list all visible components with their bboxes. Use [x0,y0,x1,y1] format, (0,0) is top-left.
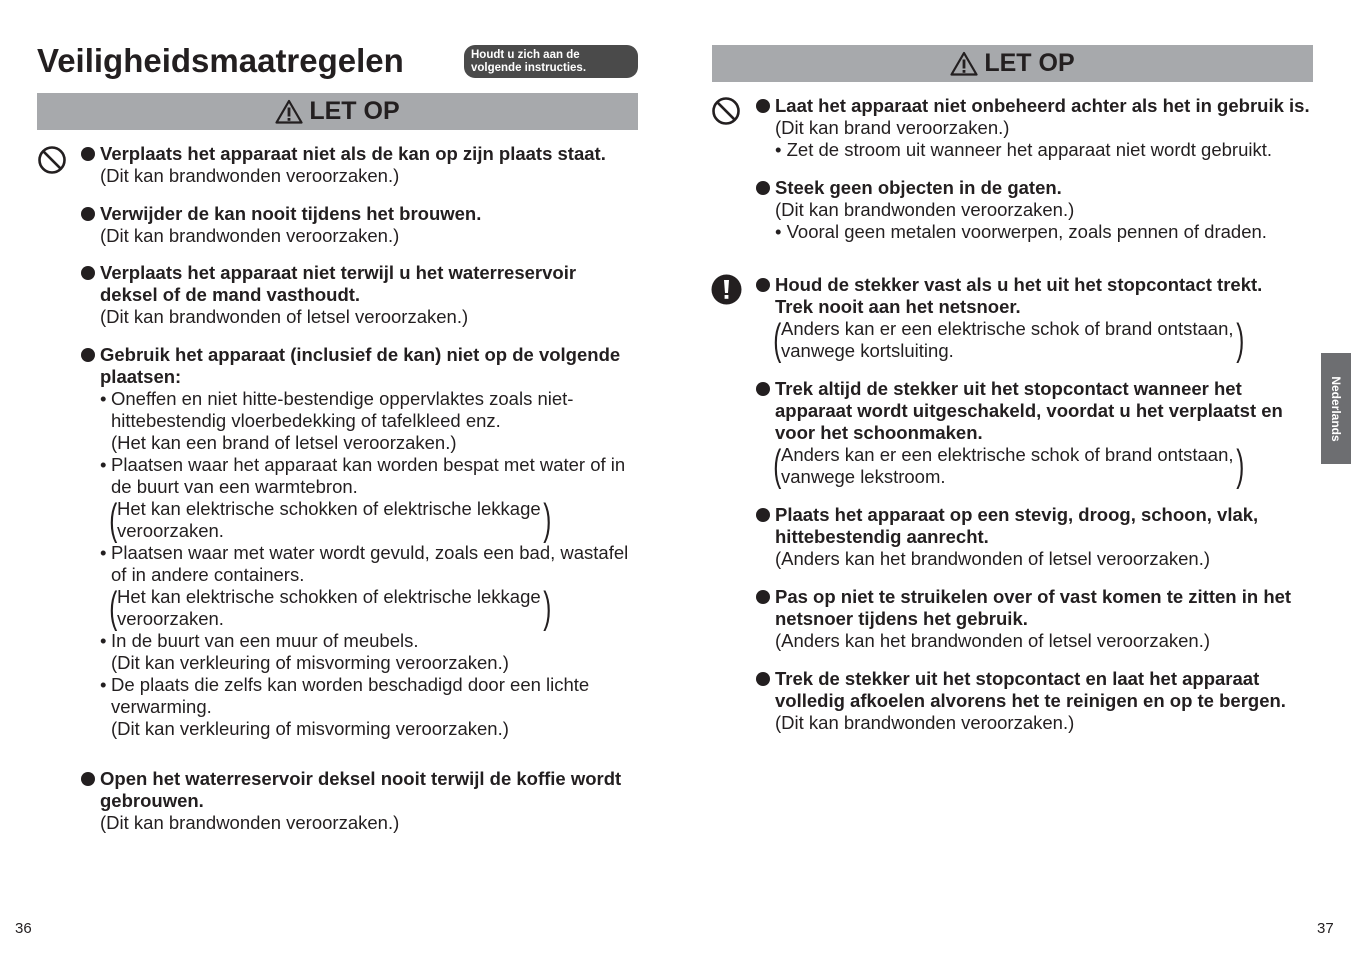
item-body: (Dit kan brandwonden veroorzaken.) [775,199,1075,220]
exclamation-mandatory-icon [711,274,742,305]
bullet-line: hittebestendig vloerbedekking of tafelkleed enz. [111,410,501,431]
item-heading: Trek de stekker uit het stopcontact en laat het apparaat [775,668,1286,690]
item-body: (Anders kan het brandwonden of letsel veroorzaken.) [775,630,1211,651]
item-heading: voor het schoonmaken. [775,422,983,443]
caution-item [775,95,1310,161]
caution-item [100,203,481,247]
caution-item [775,504,1258,570]
item-heading: Plaats het apparaat op een stevig, droog, schoon, vlak, [775,504,1259,525]
bullet-line: Plaatsen waar met water wordt gevuld, zoals een bad, wastafel [111,542,629,563]
paren-line: Het kan elektrische schokken of elektrische lekkage [117,586,541,607]
item-heading: Pas op niet te struikelen over of vast komen te zitten in het [775,586,1292,607]
item-body: • Vooral geen metalen voorwerpen, zoals pennen of draden. [775,221,1267,242]
parenthetical-note: ( Anders kan er een elektrische schok of brand ontstaan, vanwege lekstroom. ) [773,441,1244,490]
caution-item [100,344,645,740]
bullet-line: De plaats die zelfs kan worden beschadigd door een lichte [111,674,590,695]
paren-line: veroorzaken. [117,520,224,541]
item-heading: hittebestendig aanrecht. [775,526,989,547]
page-number-left: 36 [15,920,32,937]
parenthetical-note: ( Het kan elektrische schokken of elektrische lekkage veroorzaken. ) [109,583,551,632]
item-body: (Dit kan brandwonden of letsel veroorzaken.) [100,306,469,327]
paren-line: Het kan elektrische schokken of elektrische lekkage [117,498,541,519]
item-heading: Trek altijd de stekker uit het stopcontact wanneer het [775,378,1283,400]
caution-item [775,668,1286,734]
bullet-line: Oneffen en niet hitte-bestendige oppervlaktes zoals niet- [111,388,574,409]
item-heading: Houd de stekker vast als u het uit het stopcontact trekt. [775,274,1263,295]
bullet-item [100,388,645,454]
item-heading: volledig afkoelen alvorens het te reinigen en op te bergen. [775,690,1286,711]
caution-item [775,177,1267,243]
bullet-line: verwarming. [111,696,212,717]
paren-line: vanwege lekstroom. [781,466,946,487]
instruction-note-pill [464,45,638,78]
bullet-line: (Het kan een brand of letsel veroorzaken.) [111,432,457,453]
item-heading: Gebruik het apparaat (inclusief de kan) niet op de volgende [100,344,645,366]
page-number-right: 37 [1317,920,1334,937]
language-side-tab [1321,353,1351,464]
bullet-dot: • [100,454,107,475]
item-heading: deksel of de mand vasthoudt. [100,284,361,305]
bullet-line: of in andere containers. [111,564,305,585]
bullet-item [100,454,645,542]
warning-triangle-icon [950,51,978,76]
item-heading: Laat het apparaat niet onbeheerd achter als het in gebruik is. [775,95,1310,116]
caution-item [100,768,621,834]
item-heading: Trek nooit aan het netsnoer. [775,296,1021,317]
item-heading: Open het waterreservoir deksel nooit terwijl de koffie wordt [100,768,622,789]
page-title: Veiligheidsmaatregelen [37,42,404,79]
bullet-dot: • [100,542,107,563]
bullet-dot: • [100,388,107,409]
item-body: (Dit kan brandwonden veroorzaken.) [100,165,400,186]
paren-line: veroorzaken. [117,608,224,629]
item-heading: plaatsen: [100,366,182,387]
note-line: Houdt u zich aan de [471,49,580,61]
bullet-line: (Dit kan verkleuring of misvorming veroorzaken.) [111,652,509,673]
item-heading: Verplaats het apparaat niet terwijl u het waterreservoir [100,262,577,283]
bullet-item [100,542,645,630]
item-body: (Dit kan brandwonden veroorzaken.) [100,225,400,246]
bullet-item [100,630,645,674]
paren-line: Anders kan er een elektrische schok of brand ontstaan, [781,318,1234,339]
bullet-item [100,674,645,740]
caution-item [775,586,1291,652]
item-heading: Steek geen objecten in de gaten. [775,177,1267,199]
item-body: (Anders kan het brandwonden of letsel veroorzaken.) [775,548,1211,569]
item-body: (Dit kan brand veroorzaken.) [775,117,1010,138]
item-body: (Dit kan brandwonden veroorzaken.) [775,712,1075,733]
prohibition-icon [37,145,67,175]
bullet-line: (Dit kan verkleuring of misvorming veroorzaken.) [111,718,509,739]
parenthetical-note: ( Anders kan er een elektrische schok of brand ontstaan, vanwege kortsluiting. ) [773,315,1244,364]
parenthetical-note: ( Het kan elektrische schokken of elektrische lekkage veroorzaken. ) [109,495,551,544]
item-heading: netsnoer tijdens het gebruik. [775,608,1028,629]
paren-line: Anders kan er een elektrische schok of brand ontstaan, [781,444,1234,465]
item-heading: apparaat wordt uitgeschakeld, voordat u het verplaatst en [775,400,1283,421]
language-label: Nederlands [1329,375,1343,442]
paren-line: vanwege kortsluiting. [781,340,954,361]
bullet-line: Plaatsen waar het apparaat kan worden bespat met water of in [111,454,626,475]
bullet-dot: • [100,674,107,695]
bullet-line: de buurt van een warmtebron. [111,476,358,497]
banner-label: LET OP [984,49,1075,77]
item-body: • Zet de stroom uit wanneer het apparaat niet wordt gebruikt. [775,139,1272,160]
banner-label: LET OP [309,97,400,125]
item-body: (Dit kan brandwonden veroorzaken.) [100,812,400,833]
warning-triangle-icon [275,99,303,124]
bullet-dot: • [100,630,107,651]
caution-item [775,274,1262,362]
item-heading: Verplaats het apparaat niet als de kan op zijn plaats staat. [100,143,606,164]
caution-banner-left [37,93,638,130]
item-heading: gebrouwen. [100,790,204,811]
bullet-line: In de buurt van een muur of meubels. [111,630,419,651]
note-line: volgende instructies. [471,62,587,74]
caution-item [775,378,1283,488]
caution-banner-right [712,45,1313,82]
caution-item [100,262,576,328]
caution-item [100,143,606,187]
prohibition-icon [711,96,741,126]
item-heading: Verwijder de kan nooit tijdens het brouwen. [100,203,482,224]
